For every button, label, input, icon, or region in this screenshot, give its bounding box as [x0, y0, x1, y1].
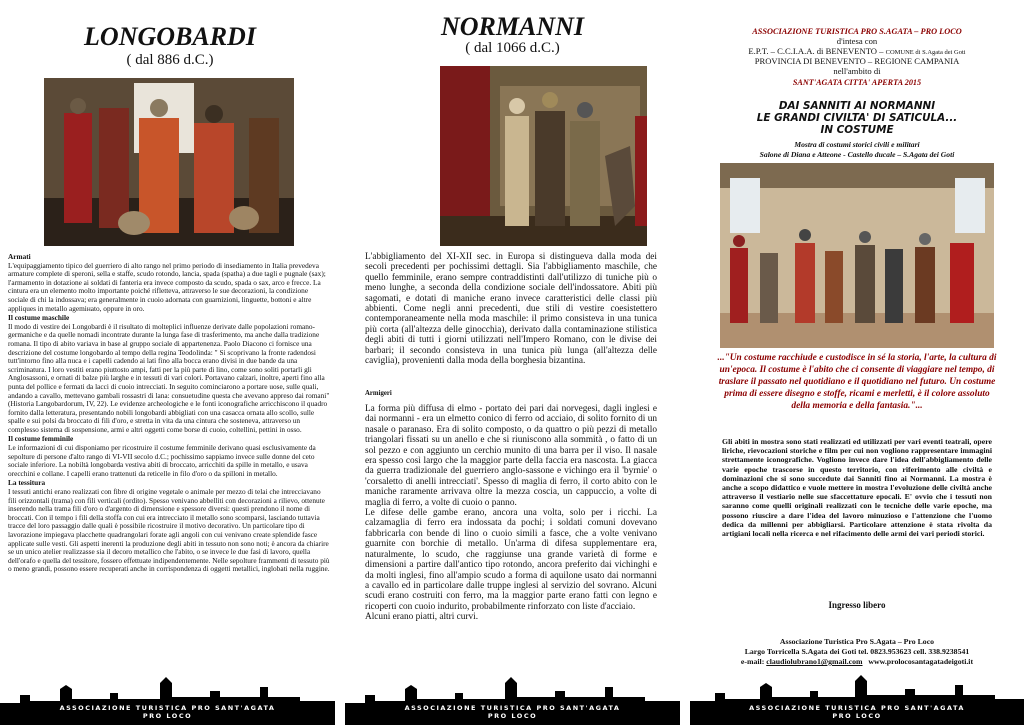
- event-title-line1: DAI SANNITI AI NORMANNI: [778, 100, 936, 112]
- armigeri-p2: Le difese delle gambe erano, ancora una volta, solo per i ricchi. La calzamaglia di ferro era indossata da pochi; i soldati comuni dovevano fabbricarla con bende di lino o cuoio simili a fasce, che a volte venivano guarnite con borchie di metallo. Un'arma di difesa supplementare era, naturalmente, lo scudo, che raggiunse una grande varietà di forme e dimensioni a partire dall'antico tipo rotondo, ancora preferito dai vichinghi e da molti inglesi, fino all'ampio scudo a forma di aquilone usato dai normanni a cavallo ed in particolare dalle truppe inglesi al servizio del sovrano. Alcuni scudi erano costruiti con ferro, ma la maggior parte erano fatti con legno e ricoperti con cuoio indurito, probabilmente rinforzato con liste d'acciaio.: [365, 508, 657, 612]
- footer-line1-left: ASSOCIAZIONE TURISTICA PRO SANT'AGATA: [59, 704, 276, 712]
- normanni-photo: [440, 66, 647, 246]
- footer-line1-middle: ASSOCIAZIONE TURISTICA PRO SANT'AGATA: [404, 704, 621, 712]
- exhibition-description: Gli abiti in mostra sono stati realizzati ed utilizzati per vari eventi teatrali, opere liriche, rievocazioni storiche e film per cui non vogliono rappresentare immagini strettamente iconografiche. Vogliono invece dare l'idea dell'abbigliamento delle varie epoche trascorse in questo territorio, con riferimento alle civiltà e dominazioni che si sono succedute dai Sanniti fino ai Normanni. La mostra è anche a scopo didattico e vuole mettere in mostra l'evoluzione delle civiltà anche attraverso il vestiario nelle sue sfaccettature epocali. E' ovvio che i tessuti non saranno come quelli originali realizzati con le tecniche delle varie epoche, ma possono riuscire a dare l'idea del lavoro minuzioso e l'attenzione che l'uomo dedica da millenni per abbigliarsi. Particolare attenzione è stata rivolta da artigiani locali nella ricerca e nel rifacimento delle armi dei vari periodi storici.: [722, 437, 992, 539]
- association-name: ASSOCIAZIONE TURISTICA PRO S.AGATA – PRO LOCO: [752, 27, 962, 36]
- intesa-text: d'intesa con: [836, 36, 878, 46]
- ept-comune: COMUNE di S.Agata dei Goti: [885, 49, 966, 56]
- costume-femminile-heading: Il costume femminile: [8, 434, 74, 444]
- normanni-subtitle: ( dal 1066 d.C.): [465, 40, 560, 56]
- citta-aperta: SANT'AGATA CITTA' APERTA 2015: [792, 78, 922, 87]
- armati-text: L'equipaggiamento tipico del guerriero di alto rango nel primo periodo di insediamento in Italia prevedeva armature complete di speroni, sella e staffe, scudo rotondo, lancia, spada (spatha) a due tagli e pugnale (sax); l'armamento in dotazione ai soldati di fanteria era invece composto da scudo, spada o sax, arco e frecce. La cintura era un elemento molto importante poiché rifletteva, attraverso le sue decorazioni, la condizione sociale di chi la indossava; era generalmente in cuoio adornata con guarnizioni, linguette, bottoni e altre appliques in metallo agemінato, oppure in oro.: [8, 260, 326, 313]
- longobardi-title: LONGOBARDI: [84, 22, 256, 51]
- provincia-text: PROVINCIA DI BENEVENTO – REGIONE CAMPANIA: [754, 56, 960, 66]
- armati-heading: Armati: [8, 252, 31, 261]
- mostra-text: Mostra di costumi storici civili e militari: [794, 140, 920, 149]
- contact-email-line: [690, 657, 1024, 667]
- normanni-column: [345, 0, 680, 725]
- footer-line2-right: PRO LOCO: [832, 712, 882, 720]
- email-label: e-mail:: [740, 657, 765, 666]
- footer-line1-right: ASSOCIAZIONE TURISTICA PRO SANT'AGATA: [749, 704, 965, 712]
- footer-line2-middle: PRO LOCO: [487, 712, 538, 720]
- normanni-title: NORMANNI: [440, 12, 585, 41]
- armigeri-text: [365, 404, 657, 623]
- contact-address: Largo Torricella S.Agata dei Goti tel. 0823.953623 cell. 338.9238541: [744, 647, 970, 656]
- armigeri-heading: Armigeri: [365, 390, 392, 397]
- longobardi-column: [0, 0, 340, 725]
- tessitura-heading: La tessitura: [8, 478, 46, 488]
- footer-line2-left: PRO LOCO: [142, 712, 193, 720]
- ambito-text: nell'ambito di: [833, 66, 881, 76]
- event-column: [690, 0, 1024, 725]
- footer-banner-right: [690, 675, 1024, 725]
- costume-femminile-text: Le informazioni di cui disponiamo per ricostruire il costume femminile derivano quasi esclusivamente da sepolture di persone d'alto rango di VI-VII secolo d.C.; pochissimo sappiamo invece sulle donne del ceto sociale inferiore. La nobiltà longobarda vestiva abiti di broccato, arricchiti da spille in metallo, e usava orecchini e collane. I capelli erano trattenuti da reticelle in filo d'oro o da spilloni in metallo.: [8, 443, 316, 478]
- footer-banner-left: [0, 675, 335, 725]
- longobardi-subtitle: ( dal 886 d.C.): [126, 52, 214, 68]
- website-link[interactable]: www.prolocosantagatadeigoti.it: [868, 657, 974, 666]
- event-title-line2: LE GRANDI CIVILTA' DI SATICULA...: [756, 112, 958, 124]
- footer-banner-middle: [345, 675, 680, 725]
- costume-maschile-heading: Il costume maschile: [8, 313, 70, 323]
- ept-main: E.P.T. – C.C.I.A.A. di BENEVENTO –: [748, 46, 884, 56]
- normanni-intro: [365, 252, 657, 366]
- contact-name: Associazione Turistica Pro S.Agata – Pro Loco: [779, 637, 935, 646]
- normanni-intro-text: L'abbigliamento del XI-XII sec. in Europa si distingueva dalla moda dei secoli precedenti per pochissimi dettagli. Sia l'abbigliamento maschile, che quello femminile, erano sempre contraddistinti dall'utilizzo di tuniche più o meno lunghe, a seconda della condizione sociale dell'indossatore. Abiti più sagomati, e dotati di maniche erano invece caratteristici delle classi più abbienti. Come negli anni precedenti, due stili di vestire coesistettero contemporaneamente nella moda maschile: il primo consisteva in una tunica più corta (all'altezza delle ginocchia), derivato dalla contaminazione stilistica degli abiti di tutti i giorni utilizzati nell'Impero Romano, con le divise dei barbari; il secondo consisteva in una tunica più lunga (all'altezza delle caviglia), provenienti dalla moda della borghesia bizantina.: [365, 252, 657, 367]
- armigeri-p1: La forma più diffusa di elmo - portato dei pari dai norvegesi, dagli inglesi e dai normanni - era un elmetto conico di ferro od acciaio, di solito fornito di un nasale o paranaso. Era di solito composto, o da quattro o più pezzi di metallo triangolari fissati su un anello e che si riuniscono alla sommità , o fatto di un sol pezzo e con aggiunto un cerchio munito di una barra per il viso. Il nasale era spesso così largo che la maggior parte della faccia era nascosta. La giacca da guerra tradizionale del guerriero anglo-sassone e vichingo era il 'byrnie' o 'corsaletto di anelli intrecciati'. Spesso di maglia di ferro, il corto abito con le maniche raramente arrivava oltre la mezza coscia, un cappuccio, a volte di maglia di ferro, a volte di cuoio o panno.: [365, 404, 657, 508]
- costume-maschile-text: Il modo di vestire dei Longobardi è il risultato di molteplici influenze derivate dalle popolazioni romano-germaniche e da quelle nomadi incontrate durante la lunga fase di trasferimento, ma anche dalla tradizione romana. Il tipo di abito variava in base al gruppo sociale di appartenenza. Paolo Diacono ci fornisce una descrizione del costume longobardo al tempo della regina Teodolinda: " Si scoprivano la fronte radendosi tutt'intorno fino alla nuca e i capelli cadendo ai lati fino alla bocca erano divisi in due bande da una scriminatura. I loro vestiti erano piuttosto ampi, fatti per la più parte di lino, come sono soliti portarli gli Anglosassoni, e ornati di balze più larghe e in tessuti di vari colori. Portavano calzari, inoltre, aperti fino alla punta del pollice e fermati da lacci di cuoio intrecciati. In seguito cominciarono a portare uose, sulle quali, andando a cavallo, mettevano gambali rossastri di lana: consuetudine questa che avevano appreso dai romani" (Historia Langobardorum, IV, 22). Le evidenze archeologiche e le fonti iconografiche arricchiscono il quadro fornito dalla letteratura, presentando nobili longobardi abbigliati con una casacca ornata allo scollo, sulle spalle e sui polsi da broccato di fili d'oro, e stretta in vita da una cintura che sosteneva, attraverso un complesso sistema di sospensione, armi e altri oggetti come borse di cuoio, coltellini, pettini in osso.: [8, 321, 330, 434]
- costume-quote: ..."Un costume racchiude e custodisce in sé la storia, l'arte, la cultura di un'epoca. Il costume è l'abito che ci consente di viaggiare nel tempo, di traslare il passato nel quotidiano e il quotidiano nel futuro. Un costume prima di essere disegno e stoffe, ricami e merletti, è il colore assoluto della memoria e della fantasia."...: [717, 353, 997, 411]
- email-link[interactable]: claudiolubrano1@gmail.com: [766, 657, 863, 666]
- event-title-line3: IN COSTUME: [820, 124, 894, 136]
- salone-text: Salone di Diana e Atteone - Castello ducale – S.Agata dei Goti: [759, 150, 955, 159]
- armigeri-p3: Alcuni erano piatti, altri curvi.: [365, 612, 479, 623]
- longobardi-photo: [44, 78, 294, 246]
- longobardi-text: [8, 252, 330, 574]
- tessitura-text: I tessuti antichi erano realizzati con fibre di origine vegetale o animale per mezzo di telai che intrecciavano fili orizzontali (trama) con fili verticali (ordito). Spesso venivano abbelliti con decorazioni a rilievo, ottenute inserendo nella trama fili d'oro o d'argento di dimensione e spessore diversi: questi prendono il nome di broccati. Con il tempo i fili della stoffa con cui era intrecciato il metallo sono scomparsi, lasciando tuttavia tracce del loro passaggio dalle quali è possibile ricostruire il motivo decorativo. Un particolare tipo di lavorazione impiegava placchette quadrangolari forate agli angoli con cui venivano create splendide fasce applicate sulle vesti. Gli aspetti inerenti la produzione degli abiti in tessuto non sono noti; è ancora da chiarire se un unico atelier realizzasse sia il decoro metallico che l'abito, o se invece le due fasi di lavoro, quella dell'orafo e quella del tessitore, fossero effettuate indipendentemente. Nelle sepolture frammenti di tessuto più o meno grandi, possono essere recuperati anche in corrispondenza di oggetti metallici, inglobati nella ruggine.: [8, 487, 330, 574]
- ingresso-libero: Ingresso libero: [828, 600, 886, 610]
- exhibition-photo: [720, 163, 994, 348]
